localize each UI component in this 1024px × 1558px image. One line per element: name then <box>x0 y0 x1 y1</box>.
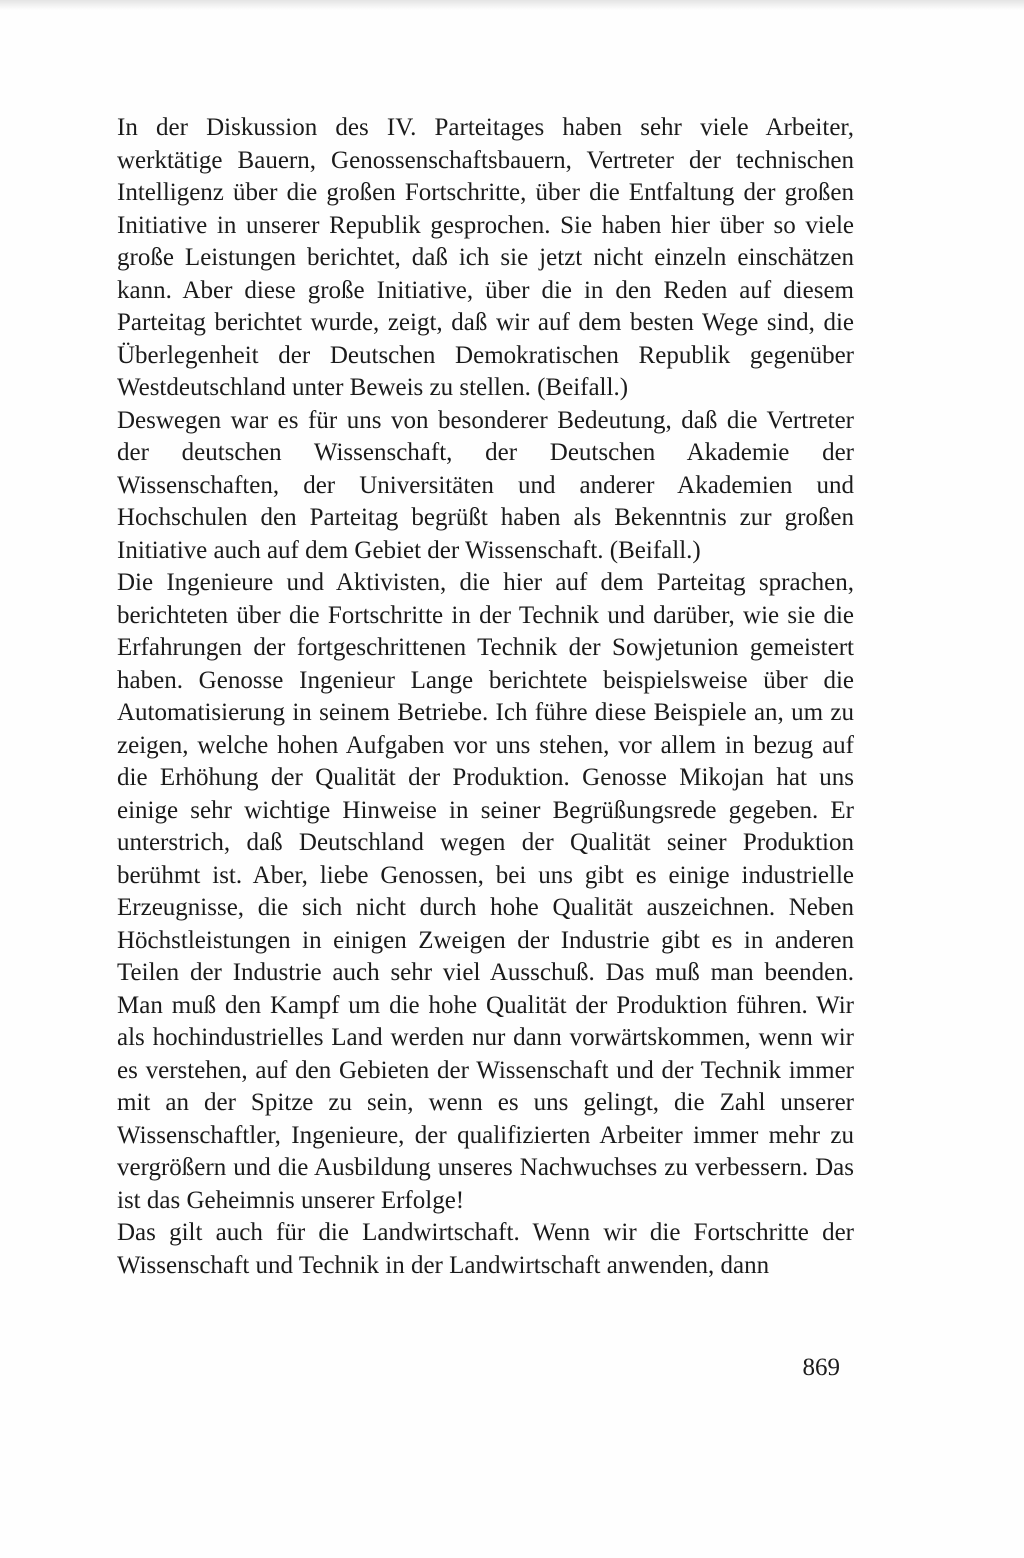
paragraph-1: In der Diskussion des IV. Parteitages haben sehr viele Arbeiter, werktätige Bauern, Genossenschaftsbauern, Vertreter der technischen Intelligenz über die großen Fortschritte, über die Entfaltung der großen Initiative in unserer Republik gesprochen. Sie haben hier über so viele große Leistungen berichtet, daß ich sie jetzt nicht einzeln einschätzen kann. Aber diese große Initiative, über die in den Reden auf diesem Parteitag berichtet wurde, zeigt, daß wir auf dem besten Wege sind, die Überlegenheit der Deutschen Demokratischen Republik gegenüber Westdeutschland unter Beweis zu stellen. (Beifall.) <box>117 114 854 401</box>
paragraph-4: Das gilt auch für die Landwirtschaft. Wenn wir die Fortschritte der Wissenschaft und Technik in der Landwirtschaft anwenden, dann <box>117 1219 854 1279</box>
page-number: 869 <box>802 1354 840 1381</box>
scan-edge <box>0 0 1024 10</box>
body-text <box>117 112 854 1282</box>
paragraph-3: Die Ingenieure und Aktivisten, die hier auf dem Parteitag sprachen, berichteten über die Fortschritte in der Technik und darüber, wie sie die Erfahrungen der fortgeschrittenen Technik der Sowjetunion gemeistert haben. Genosse Ingenieur Lange berichtete beispielsweise über die Automatisierung in seinem Betriebe. Ich führe diese Beispiele an, um zu zeigen, welche hohen Aufgaben vor uns stehen, vor allem in bezug auf die Erhöhung der Qualität der Produktion. Genosse Mikojan hat uns einige sehr wichtige Hinweise in seiner Begrüßungsrede gegeben. Er unterstrich, daß Deutschland wegen der Qualität seiner Produktion berühmt ist. Aber, liebe Genossen, bei uns gibt es einige industrielle Erzeugnisse, die sich nicht durch hohe Qualität auszeichnen. Neben Höchstleistungen in einigen Zweigen der Industrie gibt es in anderen Teilen der Industrie auch sehr viel Ausschuß. Das muß man beenden. Man muß den Kampf um die hohe Qualität der Produktion führen. Wir als hochindustrielles Land werden nur dann vorwärtskommen, wenn wir es verstehen, auf den Gebieten der Wissenschaft und der Technik immer mit an der Spitze zu sein, wenn es uns gelingt, die Zahl unserer Wissenschaftler, Ingenieure, der qualifizierten Arbeiter immer mehr zu vergrößern und die Ausbildung unseres Nachwuchses zu verbessern. Das ist das Geheimnis unserer Erfolge! <box>117 569 854 1214</box>
paragraph-2: Deswegen war es für uns von besonderer Bedeutung, daß die Vertreter der deutschen Wissenschaft, der Deutschen Akademie der Wissenschaften, der Universitäten und anderer Akademien und Hochschulen den Parteitag begrüßt haben als Bekenntnis zur großen Initiative auch auf dem Gebiet der Wissenschaft. (Beifall.) <box>117 406 854 564</box>
